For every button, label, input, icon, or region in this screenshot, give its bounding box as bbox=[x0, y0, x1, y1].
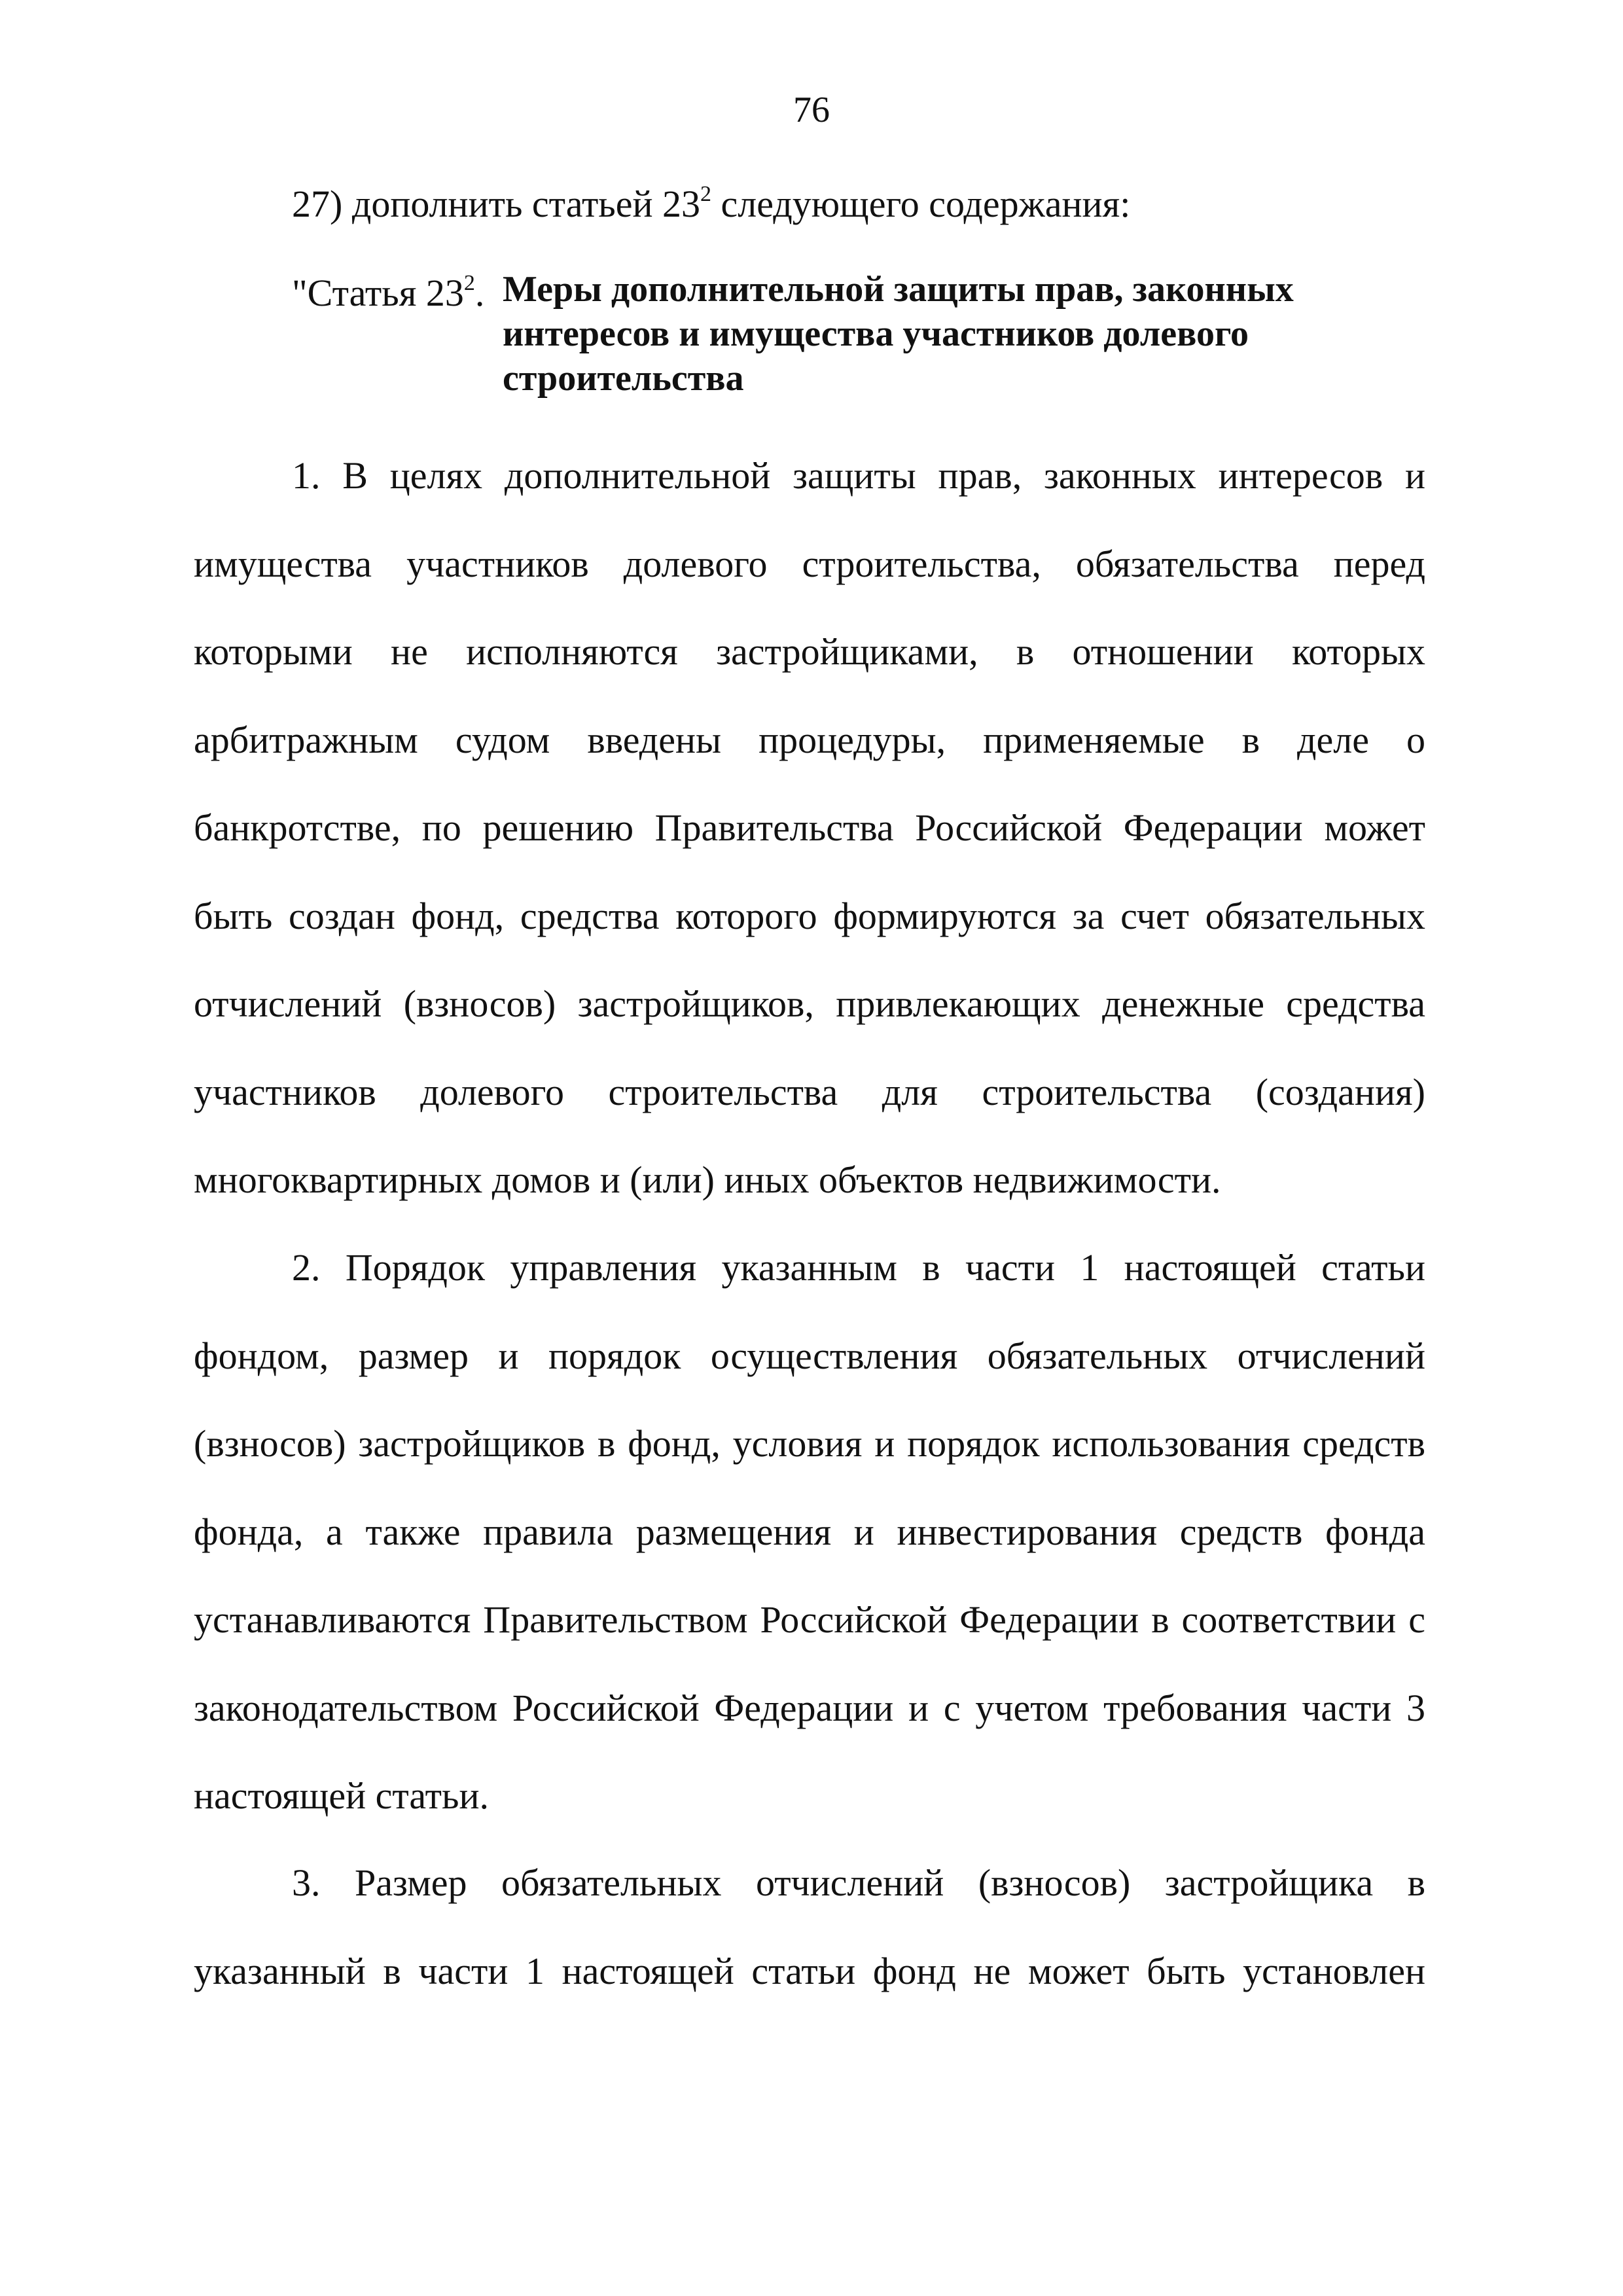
paragraph-line: отчислений (взносов) застройщиков, привлекающих денежные средства bbox=[194, 982, 1425, 1025]
paragraph-line: многоквартирных домов и (или) иных объектов недвижимости. bbox=[194, 1158, 1221, 1201]
article-title-line: интересов и имущества участников долевого bbox=[503, 314, 1249, 354]
paragraph-line: настоящей статьи. bbox=[194, 1774, 490, 1817]
article-prefix-superscript: 2 bbox=[463, 270, 475, 295]
paragraph-2 bbox=[194, 1224, 1425, 1840]
paragraph-line: которыми не исполняются застройщиками, в отношении которых bbox=[194, 630, 1425, 673]
paragraph-line: фонда, а также правила размещения и инвестирования средств фонда bbox=[194, 1510, 1425, 1553]
paragraph-line: указанный в части 1 настоящей статьи фонд не может быть установлен bbox=[194, 1949, 1425, 1992]
paragraph-line: (взносов) застройщиков в фонд, условия и порядок использования средств bbox=[194, 1422, 1425, 1465]
paragraph-line: арбитражным судом введены процедуры, применяемые в деле о bbox=[194, 718, 1425, 761]
amendment-intro bbox=[292, 178, 1130, 230]
paragraph-line: устанавливаются Правительством Российской Федерации в соответствии с bbox=[194, 1598, 1425, 1641]
paragraph-line: законодательством Российской Федерации и с учетом требования части 3 bbox=[194, 1686, 1425, 1729]
intro-text-before: 27) дополнить статьей 23 bbox=[292, 183, 701, 225]
article-title-line: строительства bbox=[503, 358, 744, 399]
paragraph-line: участников долевого строительства для строительства (создания) bbox=[194, 1070, 1425, 1113]
paragraph-line: 3. Размер обязательных отчислений (взносов) застройщика в bbox=[292, 1861, 1425, 1904]
page-number: 76 bbox=[793, 90, 830, 130]
paragraph-line: быть создан фонд, средства которого формируются за счет обязательных bbox=[194, 894, 1425, 937]
paragraph-line: 2. Порядок управления указанным в части 1 настоящей статьи bbox=[292, 1246, 1425, 1289]
paragraph-line: имущества участников долевого строительства, обязательства перед bbox=[194, 542, 1425, 585]
intro-superscript: 2 bbox=[700, 181, 712, 206]
article-prefix-after: . bbox=[474, 272, 485, 314]
paragraph-3 bbox=[194, 1839, 1425, 2015]
article-prefix bbox=[292, 267, 484, 319]
intro-text-after: следующего содержания: bbox=[711, 183, 1131, 225]
paragraph-line: 1. В целях дополнительной защиты прав, законных интересов и bbox=[292, 454, 1425, 497]
paragraph-line: банкротстве, по решению Правительства Российской Федерации может bbox=[194, 806, 1425, 849]
paragraph-1 bbox=[194, 432, 1425, 1225]
article-title-line: Меры дополнительной защиты прав, законных bbox=[503, 269, 1294, 310]
article-prefix-before: "Статья 23 bbox=[292, 272, 464, 314]
article-title bbox=[503, 267, 1366, 401]
paragraph-line: фондом, размер и порядок осуществления обязательных отчислений bbox=[194, 1334, 1425, 1377]
